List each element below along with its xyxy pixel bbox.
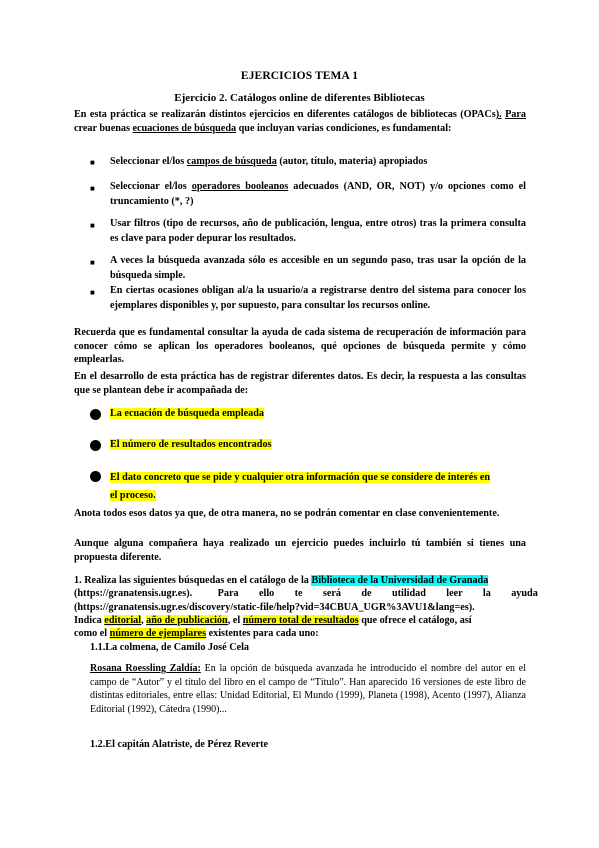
exercise-text: , (141, 614, 147, 626)
bullet-text: Usar filtros (tipo de recursos, año de publicación, lengua, entre otros) tras la primera consulta es clave para poder depurar los resultados. (110, 218, 526, 244)
square-bullet-icon: ■ (90, 158, 95, 167)
answer-author: Rosana Roessling Zaldía: (90, 663, 201, 674)
intro-text-end: ). (495, 109, 502, 120)
exercise-text: (https://granatensis.ugr.es). Para ello te será de utilidad leer la ayuda (74, 588, 538, 600)
intro-text: En esta práctica se realizarán distintos ejercicios en diferentes catálogos de bibliotecas (OPACs (74, 109, 496, 120)
yellow-item (110, 406, 526, 421)
help-url: (https://granatensis.ugr.es/discovery/static-file/help?vid=34CBUA_UGR%3AVU1&lang=es). (74, 601, 475, 613)
highlighted-text: el proceso. (110, 490, 156, 501)
desarrollo-paragraph: En el desarrollo de esta práctica has de registrar diferentes datos. Es decir, la respuesta a las consultas que se plantean debe ir acompañada de: (74, 371, 526, 396)
highlighted-text: La ecuación de búsqueda empleada (110, 408, 264, 419)
square-bullet-icon: ■ (90, 258, 95, 267)
section-1-2-heading: 1.2.El capitán Alatriste, de Pérez Reverte (90, 739, 269, 750)
anota-paragraph: Anota todos esos datos ya que, de otra manera, no se podrán comentar en clase convenientemente. (74, 508, 500, 519)
square-bullet-icon: ■ (90, 184, 95, 193)
bullet-text: Seleccionar el/los (110, 156, 187, 167)
exercise-text: que ofrece el catálogo, así (358, 614, 472, 626)
round-bullet-icon (90, 409, 101, 420)
highlight-results: número total de resultados (242, 614, 359, 626)
square-bullet-icon: ■ (90, 288, 95, 297)
exercise-1-paragraph (74, 574, 538, 640)
section-1-1-answer (90, 662, 526, 716)
aunque-paragraph: Aunque alguna compañera haya realizado un ejercicio puedes incluirlo tú también si tienes una propuesta diferente. (74, 538, 526, 563)
highlight-editorial: editorial (104, 614, 142, 626)
round-bullet-icon (90, 471, 101, 482)
answer-body: En la opción de búsqueda avanzada he introducido el nombre del autor en el campo de “Autor” y el título del libro en el campo de “Título”. Han aparecido 16 versiones de este libro de distintas editoriales, entre ellas: Unidad Editorial, El Mundo (1999), Planeta (1998), Acento (1997), Alianza Editorial (1992), Cátedra (1990)... (90, 663, 526, 715)
bullet-item (110, 283, 526, 313)
square-bullet-icon: ■ (90, 221, 95, 230)
yellow-item (110, 437, 526, 452)
intro-para-word: Para (505, 109, 526, 120)
intro-underlined-ecuaciones: ecuaciones de búsqueda (132, 122, 237, 134)
highlight-year: año de publicación (146, 614, 228, 626)
bullet-item (110, 253, 526, 283)
bullet-underlined: operadores booleanos (191, 181, 289, 192)
highlight-copies: número de ejemplares (109, 628, 207, 640)
bullet-text: Seleccionar el/los (110, 181, 192, 192)
intro-paragraph (74, 108, 526, 135)
exercise-text: Indica (74, 614, 105, 626)
library-link[interactable]: Biblioteca de la Universidad de Granada (311, 575, 489, 586)
bullet-item (110, 179, 526, 209)
exercise-subtitle: Ejercicio 2. Catálogos online de diferentes Bibliotecas (174, 92, 425, 104)
section-1-1-heading: 1.1.La colmena, de Camilo José Cela (90, 642, 250, 653)
bullet-text: (autor, título, materia) apropiados (276, 156, 428, 167)
round-bullet-icon (90, 440, 101, 451)
exercise-text: 1. Realiza las siguientes búsquedas en el catálogo de la (74, 575, 312, 586)
intro-text-2: crear buenas (74, 122, 133, 134)
bullet-underlined: campos de búsqueda (186, 156, 277, 167)
exercise-text: , el (227, 614, 243, 626)
exercise-text: como el (74, 628, 110, 640)
bullet-text: adecuados (AND, OR, NOT) y/o opciones como el truncamiento (*, ?) (110, 181, 526, 207)
bullet-item (110, 154, 526, 169)
bullet-item (110, 216, 526, 246)
bullet-text: A veces la búsqueda avanzada sólo es accesible en un segundo paso, tras usar la opción de la búsqueda simple. (110, 255, 526, 281)
highlighted-text: El dato concreto que se pide y cualquier otra información que se considere de interés en (110, 472, 491, 483)
recuerda-paragraph: Recuerda que es fundamental consultar la ayuda de cada sistema de recuperación de información para conocer cómo se aplican los operadores booleanos, qué opciones de búsqueda permite y cómo emplearlas. (74, 327, 526, 365)
yellow-item (110, 469, 526, 505)
page-title: EJERCICIOS TEMA 1 (240, 70, 359, 82)
bullet-text: En ciertas ocasiones obligan al/a la usuario/a a registrarse dentro del sistema para conocer los ejemplares disponibles y, por supuesto, para consultar los recursos online. (110, 285, 526, 311)
exercise-text: existentes para cada uno: (206, 628, 319, 640)
highlighted-text: El número de resultados encontrados (110, 439, 272, 450)
intro-text-3: que incluyan varias condiciones, es fundamental: (236, 122, 452, 134)
